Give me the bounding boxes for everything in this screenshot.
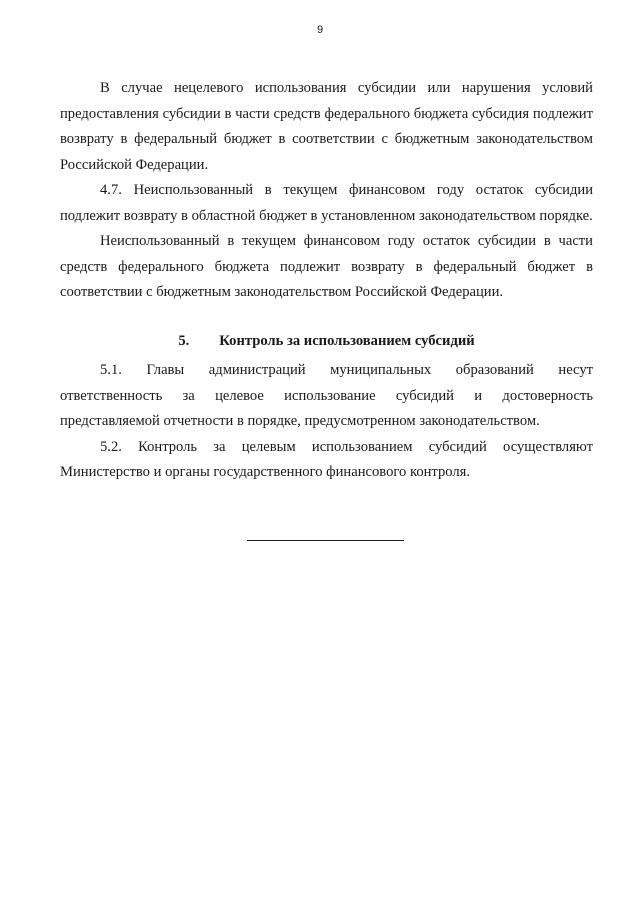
section-title: Контроль за использованием субсидий [219, 332, 475, 349]
section-number: 5. [178, 332, 190, 349]
document-body [60, 76, 593, 486]
section-heading [60, 329, 593, 355]
paragraph-5-2: 5.2. Контроль за целевым использованием субсидий осуществляют Министерство и органы государственного финансового контроля. [60, 438, 593, 480]
paragraph-5-1: 5.1. Главы администраций муниципальных образований несут ответственность за целевое использование субсидий и достоверность представляемой отчетности в порядке, предусмотренном законодательством. [60, 362, 593, 429]
paragraph-unused-federal: Неиспользованный в текущем финансовом году остаток субсидии в части средств федерального бюджета подлежит возврату в федеральный бюджет в соответствии с бюджетным законодательством Российской Федерации. [60, 233, 593, 300]
page-number: 9 [316, 24, 324, 36]
paragraph-refund-federal: В случае нецелевого использования субсидии или нарушения условий предоставления субсидии в части средств федерального бюджета субсидия подлежит возврату в федеральный бюджет в соответствии с бюджетным законодательством Российской Федерации. [60, 80, 593, 173]
paragraph-4-7: 4.7. Неиспользованный в текущем финансовом году остаток субсидии подлежит возврату в областной бюджет в установленном законодательством порядке. [60, 182, 593, 224]
end-divider [247, 540, 404, 541]
